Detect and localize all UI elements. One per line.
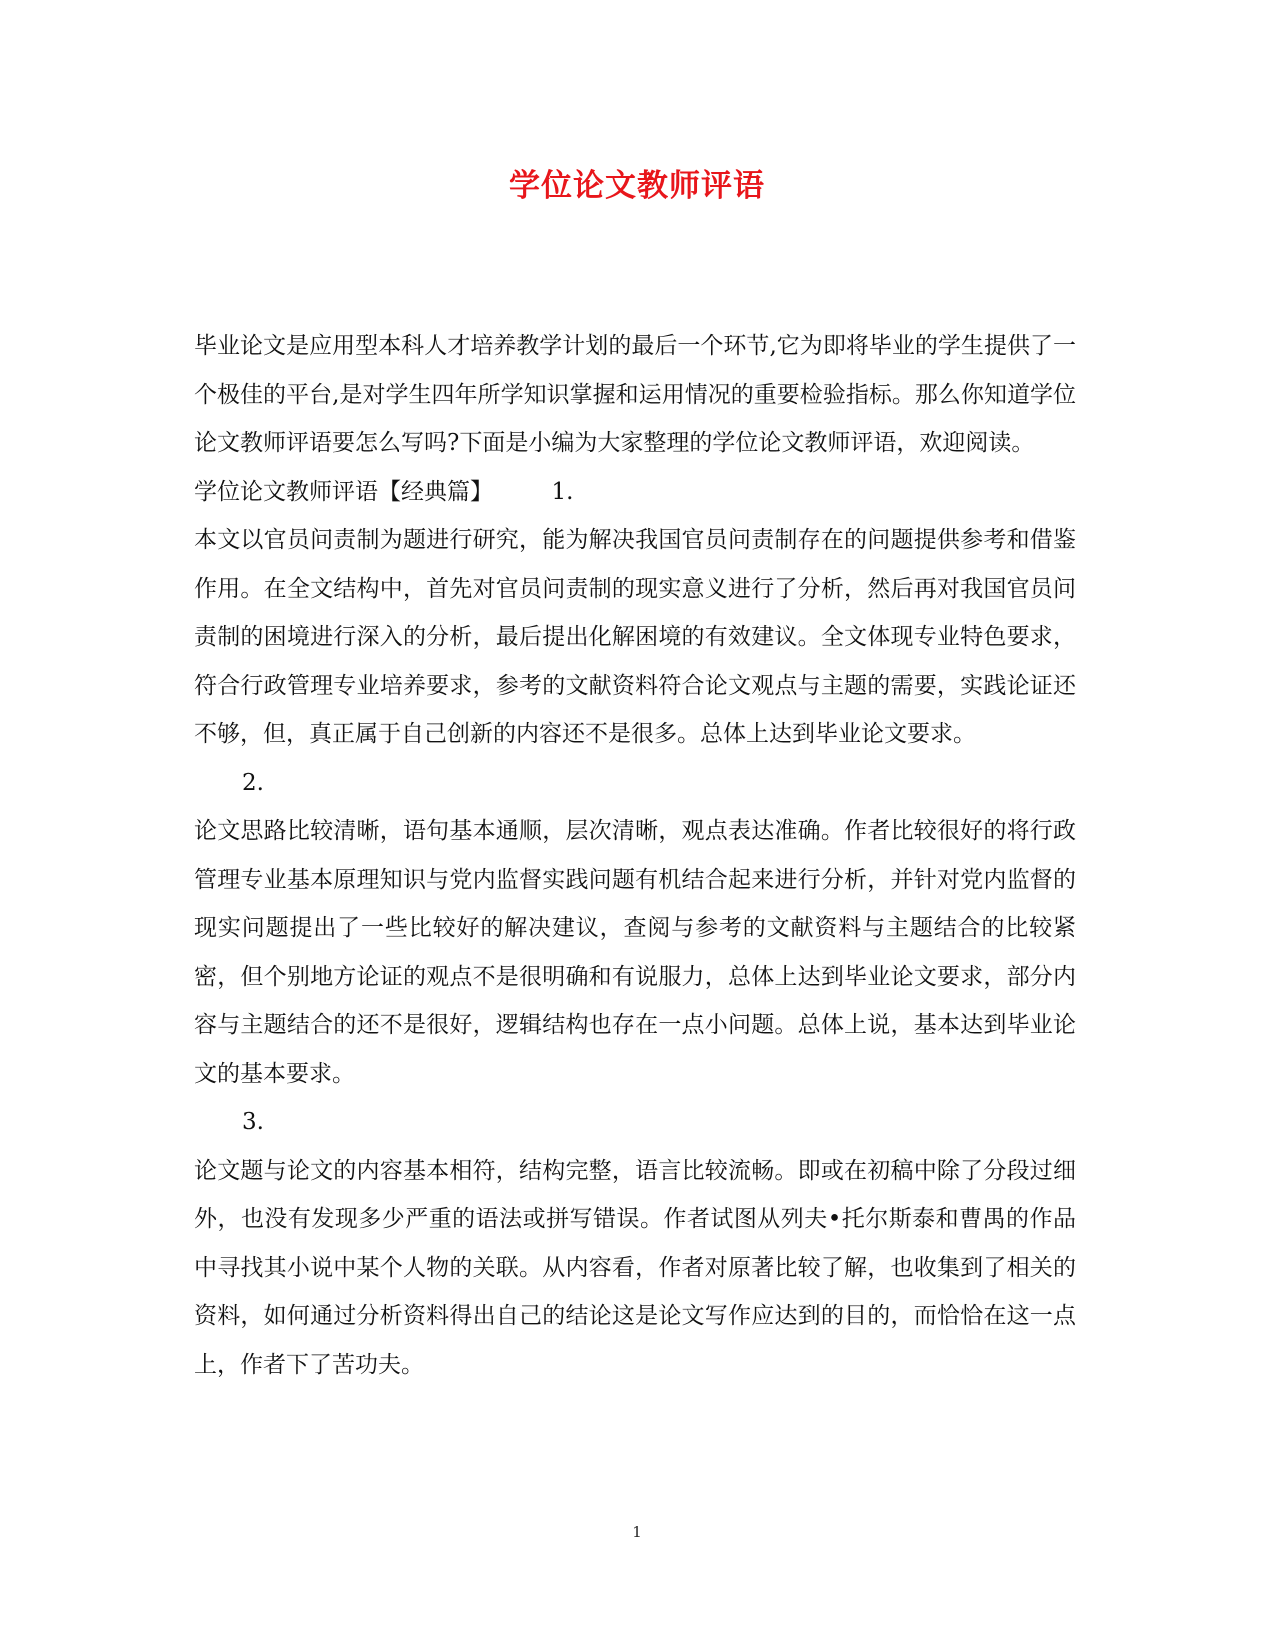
section-heading: 学位论文教师评语【经典篇】	[194, 478, 493, 505]
comment-paragraph-1: 本文以官员问责制为题进行研究，能为解决我国官员问责制存在的问题提供参考和借鉴作用。在全文结构中，首先对官员问责制的现实意义进行了分析，然后再对我国官员问责制的困境进行深入的分析，最后提出化解困境的有效建议。全文体现专业特色要求，符合行政管理专业培养要求，参考的文献资料符合论文观点与主题的需要，实践论证还不够，但，真正属于自己创新的内容还不是很多。总体上达到毕业论文要求。	[194, 527, 1076, 747]
comment-number-3: 3.	[242, 1109, 264, 1135]
intro-paragraph: 毕业论文是应用型本科人才培养教学计划的最后一个环节,它为即将毕业的学生提供了一个极佳的平台,是对学生四年所学知识掌握和运用情况的重要检验指标。那么你知道学位论文教师评语要怎么写吗?下面是小编为大家整理的学位论文教师评语，欢迎阅读。	[194, 333, 1076, 456]
section-heading-line	[194, 468, 1076, 517]
comment-paragraph-2: 论文思路比较清晰，语句基本通顺，层次清晰，观点表达准确。作者比较很好的将行政管理专业基本原理知识与党内监督实践问题有机结合起来进行分析，并针对党内监督的现实问题提出了一些比较好的解决建议，查阅与参考的文献资料与主题结合的比较紧密，但个别地方论证的观点不是很明确和有说服力，总体上达到毕业论文要求，部分内容与主题结合的还不是很好，逻辑结构也存在一点小问题。总体上说，基本达到毕业论文的基本要求。	[194, 818, 1076, 1087]
document-title: 学位论文教师评语	[509, 168, 765, 204]
page-number: 1	[632, 1523, 642, 1541]
section-number: 1.	[551, 478, 574, 505]
comment-paragraph-3: 论文题与论文的内容基本相符，结构完整，语言比较流畅。即或在初稿中除了分段过细外，也没有发现多少严重的语法或拼写错误。作者试图从列夫•托尔斯泰和曹禺的作品中寻找其小说中某个人物的关联。从内容看，作者对原著比较了解，也收集到了相关的资料，如何通过分析资料得出自己的结论这是论文写作应达到的目的，而恰恰在这一点上，作者下了苦功夫。	[194, 1157, 1076, 1378]
comment-number-2: 2.	[242, 769, 264, 796]
document-body	[194, 322, 1076, 1389]
